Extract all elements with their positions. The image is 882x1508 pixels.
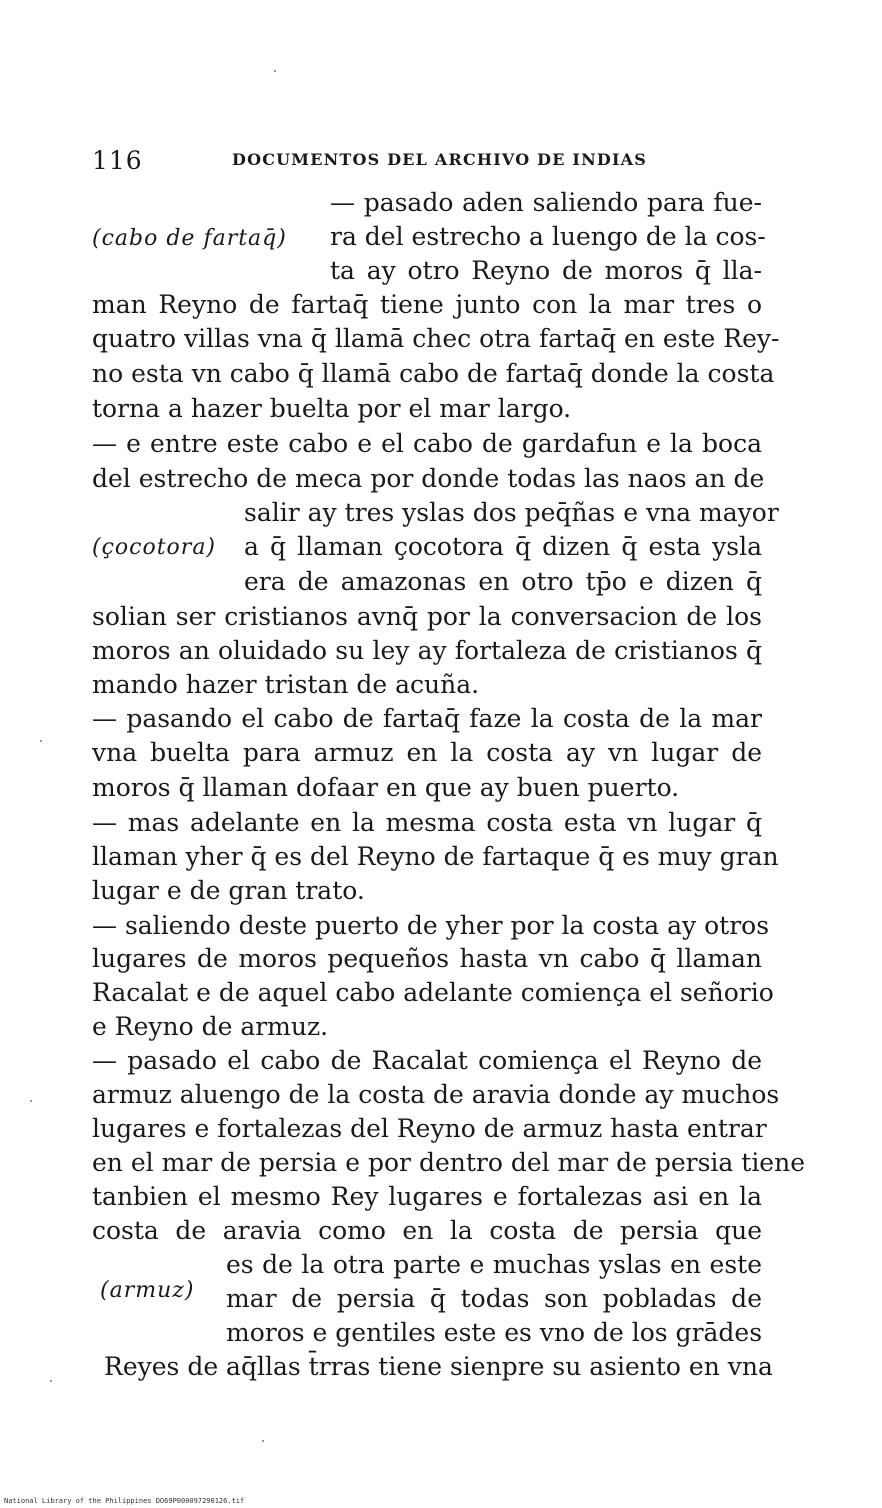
text-line: moros e gentiles este es vno de los grādes: [226, 1318, 763, 1347]
text-line: tanbien el mesmo Rey lugares e fortalezas asi en la: [92, 1182, 762, 1211]
text-line: moros an oluidado su ley ay fortaleza de cristianos q̄: [92, 636, 762, 665]
text-line: — pasado aden saliendo para fue-: [330, 188, 762, 217]
text-line: — e entre este cabo e el cabo de gardafun e la boca: [92, 429, 762, 458]
text-line: mar de persia q̄ todas son pobladas de: [226, 1284, 762, 1313]
text-line: — pasando el cabo de fartaq̄ faze la costa de la mar: [92, 704, 762, 733]
margin-note-armuz: (armuz): [100, 1278, 195, 1303]
text-line: no esta vn cabo q̄ llamā cabo de fartaq̄ donde la costa: [92, 359, 775, 388]
scan-footer-caption: National Library of the Philippines DO69P000097290126.tif: [4, 1497, 245, 1505]
scan-speck: [50, 1380, 52, 1382]
text-line: era de amazonas en otro tp̄o e dizen q̄: [244, 567, 762, 596]
text-line: del estrecho de meca por donde todas las naos an de: [92, 464, 765, 493]
text-line: a q̄ llaman çocotora q̄ dizen q̄ esta ysla: [244, 532, 762, 561]
text-line: vna buelta para armuz en la costa ay vn lugar de: [92, 738, 762, 767]
text-line: lugares de moros pequeños hasta vn cabo q̄ llaman: [92, 944, 762, 973]
scan-speck: [262, 1440, 264, 1442]
text-line: costa de aravia como en la costa de persia que: [92, 1216, 762, 1245]
text-line: — pasado el cabo de Racalat comiença el Reyno de: [92, 1046, 762, 1075]
text-line: es de la otra parte e muchas yslas en este: [226, 1250, 762, 1279]
text-line: quatro villas vna q̄ llamā chec otra fartaq̄ en este Rey-: [92, 324, 780, 353]
text-line: ra del estrecho a luengo de la cos-: [330, 222, 766, 251]
text-line: Reyes de aq̄llas t̄rras tiene sienpre su asiento en vna: [104, 1352, 773, 1381]
text-line: lugares e fortalezas del Reyno de armuz hasta entrar: [92, 1114, 767, 1143]
text-line: — mas adelante en la mesma costa esta vn lugar q̄: [92, 808, 762, 837]
running-head: DOCUMENTOS DEL ARCHIVO DE INDIAS: [232, 150, 648, 169]
text-line: — saliendo deste puerto de yher por la costa ay otros: [92, 911, 770, 940]
text-line: llaman yher q̄ es del Reyno de fartaque q̄ es muy gran: [92, 842, 779, 871]
page-number: 116: [92, 146, 143, 175]
text-line: en el mar de persia e por dentro del mar de persia tiene: [92, 1148, 806, 1177]
text-line: e Reyno de armuz.: [92, 1012, 329, 1041]
text-line: moros q̄ llaman dofaar en que ay buen puerto.: [92, 773, 680, 802]
text-line: salir ay tres yslas dos peq̄ñas e vna mayor: [244, 498, 779, 527]
text-line: armuz aluengo de la costa de aravia donde ay muchos: [92, 1080, 780, 1109]
page-header: [92, 146, 772, 176]
scan-speck: [274, 70, 276, 72]
scan-speck: [40, 740, 42, 742]
text-line: Racalat e de aquel cabo adelante comiença el señorio: [92, 978, 774, 1007]
text-line: lugar e de gran trato.: [92, 876, 365, 905]
margin-note-cabo-de-fartaq: (cabo de fartaq̄): [92, 226, 287, 251]
margin-note-cocotora: (çocotora): [92, 535, 217, 560]
text-line: solian ser cristianos avnq̄ por la conversacion de los: [92, 602, 762, 631]
text-line: mando hazer tristan de acuña.: [92, 670, 480, 699]
text-line: torna a hazer buelta por el mar largo.: [92, 394, 572, 423]
scan-speck: [30, 1100, 32, 1102]
text-line: man Reyno de fartaq̄ tiene junto con la mar tres o: [92, 290, 762, 319]
text-line: ta ay otro Reyno de moros q̄ lla-: [330, 256, 762, 285]
